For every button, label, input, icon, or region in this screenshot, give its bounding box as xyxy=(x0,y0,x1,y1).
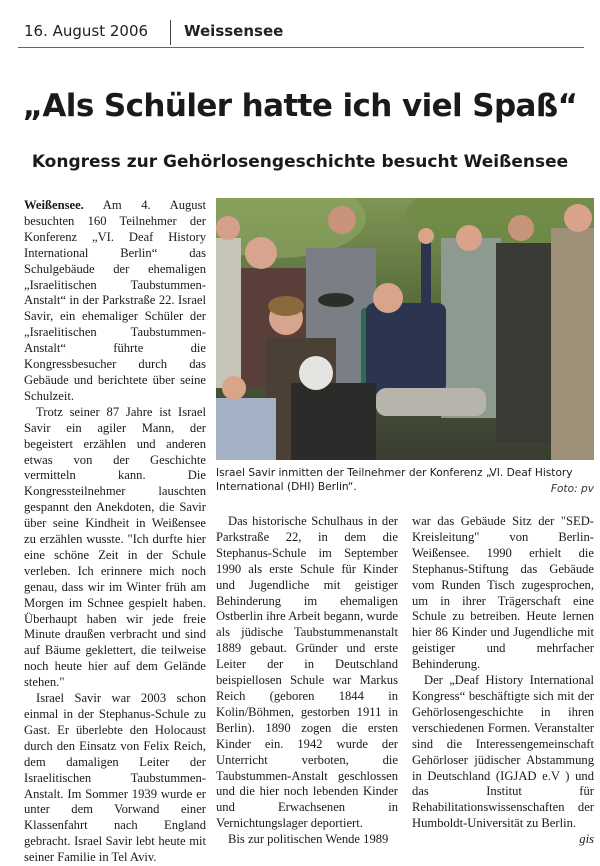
paragraph-3: Israel Savir war 2003 schon einmal in der Stephanus-Schule zu Gast. Er überlebte den Holocaust durch den Einsatz von Felix Reich, dem damaligen Leiter der Israelitischen Taubstummen-Anstalt. Im Sommer 1939 wurde er unter dem Vorwand einer Klassenfahrt nach England gebracht. Israel Savir lebt heute mit seiner Familie in Tel Aviv. xyxy=(24,691,206,865)
article-column-2 xyxy=(216,514,398,848)
photo-caption: Israel Savir inmitten der Teilnehmer der Konferenz „VI. Deaf History International (DHI) Berlin“. xyxy=(216,467,573,493)
paragraph-1 xyxy=(24,198,206,405)
photo-credit: Foto: pv xyxy=(550,483,594,495)
author-initials: gis xyxy=(579,832,594,847)
paragraph-2: Trotz seiner 87 Jahre ist Israel Savir ein agiler Mann, der begeistert erzählen und anderen etwas von der Geschichte vermitteln kann. Die Kongressteilnehmer lauschten gespannt den Anekdoten, die Savir über seine Kindheit in Weißensee zu erzählen wusste. "Ich durfte hier eine schöne Zeit in der Schule verleben. Ich erinnere mich noch genau, dass wir im Winter früh am Morgen im Schnee gespielt haben. Überhaupt haben wir jede freie Minute draußen verbracht und sind auf Bäume geklettert, die teilweise noch heute hier auf dem Gelände stehen." xyxy=(24,404,206,690)
header-divider xyxy=(170,20,171,45)
crowd-photo xyxy=(216,198,594,460)
article-column-1 xyxy=(24,198,206,866)
article-photo xyxy=(216,198,594,460)
article-column-3 xyxy=(412,514,594,848)
header-rule xyxy=(18,47,584,48)
paragraph-1-text: Am 4. August besuchten 160 Teilnehmer der Konferenz „VI. Deaf History International Berlin“ das Schulgebäude der ehemaligen „Israelitischen Taubstummen-Anstalt“ in der Parkstraße 22. Israel Savir, ein ehemaliger Schüler der „Israelitischen Taubstummen-Anstalt“ führte die Kongressbesucher durch das Gebäude und berichtete über seine Schulzeit. xyxy=(24,198,206,403)
issue-date: 16. August 2006 xyxy=(24,22,149,40)
paragraph-5: Bis zur politischen Wende 1989 xyxy=(228,832,389,847)
paragraph-4: Das historische Schulhaus in der Parkstraße 22, in dem die Stephanus-Schule im September 1990 als erste Schule für Kinder und Jugendliche mit geistiger Behinderung im ehemaligen Ostberlin ihre Arbeit begann, wurde als jüdische Taubstummenanstalt 1889 gebaut. Gründer und erste Leiter der in Deutschland beispiellosen Schule war Markus Reich (geboren 1844 in Kolin/Böhmen, gestorben 1911 in Berlin). 1890 zogen die ersten Kinder ein. 1942 wurde der Unterricht verboten, die Taubstummen-Anstalt geschlossen und die hier noch lebenden Kinder und Erwachsenen in Vernichtungslager deportiert. xyxy=(216,514,398,831)
subheadline: Kongress zur Gehörlosengeschichte besucht Weißensee xyxy=(31,152,569,172)
dateline: Weißensee. xyxy=(24,198,84,212)
paragraph-6: Der „Deaf History International Kongress“ beschäftigte sich mit der Gehörlosengeschichte in ihren verschiedenen Formen. Veranstalter sind die Interessengemeinschaft Gehörloser jüdischer Abstammung in Deutschland (IGJAD e.V ) und das Institut für Rehabilitationswissenschaften der Humboldt-Universität zu Berlin. xyxy=(412,673,594,831)
section-name: Weissensee xyxy=(184,22,284,40)
headline: „Als Schüler hatte ich viel Spaß“ xyxy=(22,88,578,124)
paragraph-5-continued: war das Gebäude Sitz der "SED-Kreisleitung" von Berlin-Weißensee. 1990 erhielt die Stephanus-Stiftung das Gebäude vom Runden Tisch zugesprochen, um in ihrer Trägerschaft eine Schule zu betreiben. Heute lernen hier 86 Kinder und Jugendliche mit geistiger und mehrfacher Behinderung. xyxy=(412,514,594,672)
